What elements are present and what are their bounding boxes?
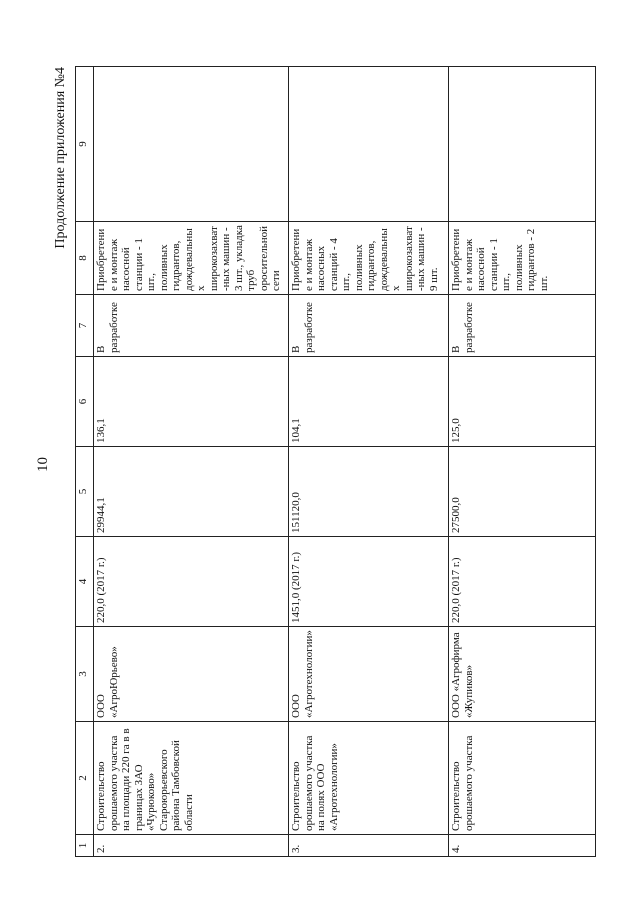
organization-cell: ООО «Агротехнологии» [289, 627, 449, 722]
status-cell: В разработке [94, 295, 289, 357]
works-cell: Приобретение и монтаж насосных станций - 4 шт., поливных гидрантов, дождевальных широкозахват-ных машин - 9 шт. [289, 222, 449, 295]
organization-cell: ООО «АгроЮрьево» [94, 627, 289, 722]
value-cell-5: 151120,0 [289, 447, 449, 537]
column-header: 9 [76, 67, 94, 222]
column-header: 6 [76, 357, 94, 447]
area-cell: 1451,0 (2017 г.) [289, 537, 449, 627]
empty-cell-9 [289, 67, 449, 222]
area-cell: 220,0 (2017 г.) [449, 537, 596, 627]
column-header: 1 [76, 835, 94, 857]
table-row [449, 67, 596, 857]
value-cell-6: 125,0 [449, 357, 596, 447]
empty-cell-9 [94, 67, 289, 222]
organization-cell: ООО «Агрофирма «Жупиков» [449, 627, 596, 722]
object-cell: Строительство орошаемого участка на площади 220 га в в границах ЗАО «Чурюково» Староюрьевского района Тамбовской области [94, 722, 289, 835]
rotated-page-content [35, 67, 595, 857]
column-header: 8 [76, 222, 94, 295]
status-cell: В разработке [289, 295, 449, 357]
row-number: 3. [289, 835, 449, 857]
column-header: 7 [76, 295, 94, 357]
value-cell-6: 104,1 [289, 357, 449, 447]
status-cell: В разработке [449, 295, 596, 357]
column-header: 2 [76, 722, 94, 835]
object-cell: Строительство орошаемого участка [449, 722, 596, 835]
works-cell: Приобретение и монтаж насосной станции - 1 шт., поливных гидрантов - 2 шт. [449, 222, 596, 295]
column-header: 5 [76, 447, 94, 537]
table-row [289, 67, 449, 857]
column-header: 4 [76, 537, 94, 627]
continuation-label: Продолжение приложения №4 [53, 67, 68, 249]
value-cell-5: 27500,0 [449, 447, 596, 537]
area-cell: 220,0 (2017 г.) [94, 537, 289, 627]
value-cell-5: 29944,1 [94, 447, 289, 537]
row-number: 4. [449, 835, 596, 857]
empty-cell-9 [449, 67, 596, 222]
works-cell: Приобретение и монтаж насосной станции - 1 шт., поливных гидрантов, дождевальных широкозахват-ных машин - 3 шт., укладка труб оросительной сети [94, 222, 289, 295]
table-row [94, 67, 289, 857]
projects-table [75, 66, 596, 857]
table-header-row [76, 67, 94, 857]
value-cell-6: 136,1 [94, 357, 289, 447]
object-cell: Строительство орошаемого участка на полях ООО «Агротехнологии» [289, 722, 449, 835]
row-number: 2. [94, 835, 289, 857]
column-header: 3 [76, 627, 94, 722]
page-number: 10 [35, 457, 51, 472]
